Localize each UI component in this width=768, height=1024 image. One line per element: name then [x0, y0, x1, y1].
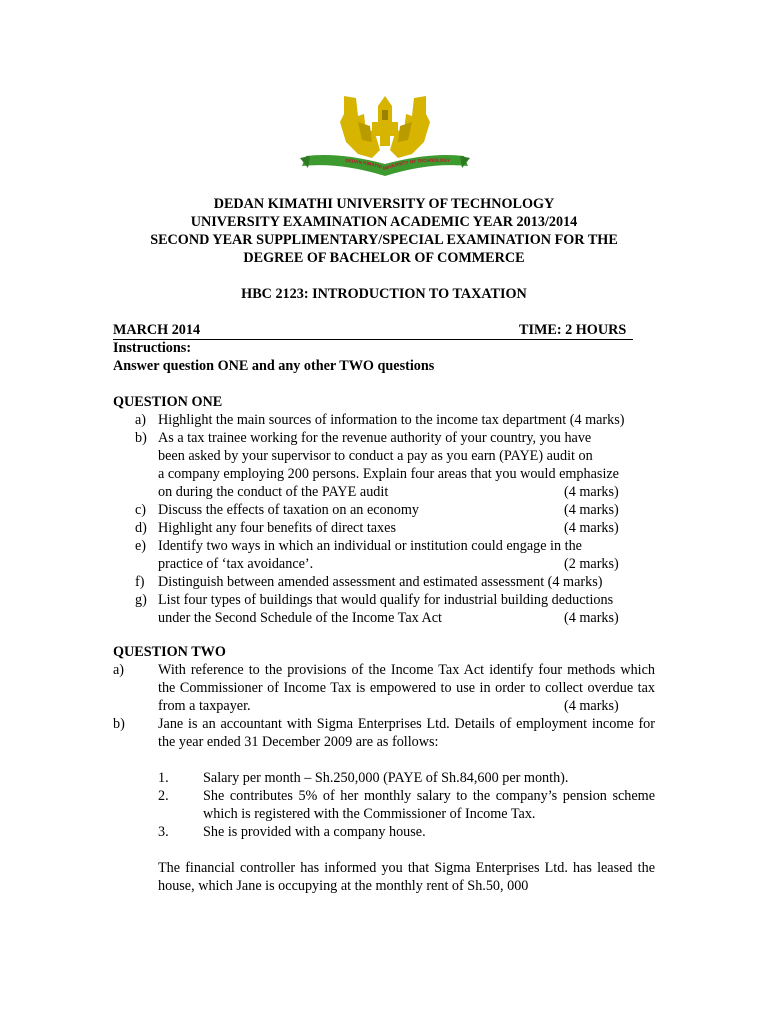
q2-item-2-num: 2.	[158, 788, 169, 804]
instructions-label: Instructions:	[113, 340, 192, 356]
q2-closing-text: The financial controller has informed you that Sigma Enterprises Ltd. has leased the house, which Jane is occupying at the monthly rent of Sh.50, 000	[158, 860, 655, 894]
q2-a-label: a)	[113, 662, 125, 678]
exam-type: SECOND YEAR SUPPLIMENTARY/SPECIAL EXAMINATION FOR THE	[150, 232, 618, 248]
question-two-title: QUESTION TWO	[113, 644, 226, 660]
q1-c-text: Discuss the effects of taxation on an economy	[158, 502, 419, 518]
q2-item-3-num: 3.	[158, 824, 169, 840]
q1-b-line1: As a tax trainee working for the revenue authority of your country, you have	[158, 430, 592, 446]
q2-b-label: b)	[113, 716, 125, 732]
course-title: HBC 2123: INTRODUCTION TO TAXATION	[241, 286, 527, 302]
q1-c-label: c)	[135, 502, 147, 518]
emblem-icon	[340, 96, 430, 158]
q1-e-line2: practice of ‘tax avoidance’.	[158, 556, 314, 572]
q1-b-line3: a company employing 200 persons. Explain four areas that you would emphasize	[158, 466, 619, 482]
university-logo	[300, 92, 470, 184]
degree-name: DEGREE OF BACHELOR OF COMMERCE	[243, 250, 525, 266]
exam-duration: TIME: 2 HOURS	[519, 322, 627, 338]
q2-item-3-text: She is provided with a company house.	[203, 824, 426, 840]
q1-b-line4: on during the conduct of the PAYE audit	[158, 484, 389, 500]
q1-b-marks: (4 marks)	[564, 484, 619, 500]
exam-date: MARCH 2014	[113, 322, 201, 338]
q2-a-text: With reference to the provisions of the Income Tax Act identify four methods which the Commissioner of Income Tax is empowered to use in order to collect overdue tax from a taxpayer.	[158, 662, 655, 714]
q1-g-line2: under the Second Schedule of the Income Tax Act	[158, 610, 442, 626]
q1-e-label: e)	[135, 538, 147, 554]
q1-b-line2: been asked by your supervisor to conduct a pay as you earn (PAYE) audit on	[158, 448, 593, 464]
q1-d-text: Highlight any four benefits of direct taxes	[158, 520, 396, 536]
q1-g-line1: List four types of buildings that would qualify for industrial building deductions	[158, 592, 614, 608]
institution-name: DEDAN KIMATHI UNIVERSITY OF TECHNOLOGY	[213, 196, 555, 212]
q1-c-marks: (4 marks)	[564, 502, 619, 518]
q1-e-line1: Identify two ways in which an individual or institution could engage in the	[158, 538, 582, 554]
q1-d-label: d)	[135, 520, 147, 536]
q1-f-text: Distinguish between amended assessment and estimated assessment (4 marks)	[158, 574, 603, 590]
exam-year: UNIVERSITY EXAMINATION ACADEMIC YEAR 2013/2014	[190, 214, 578, 230]
q1-e-marks: (2 marks)	[564, 556, 619, 572]
q2-a-marks: (4 marks)	[564, 698, 619, 714]
q2-item-2-text: She contributes 5% of her monthly salary to the company’s pension scheme which is registered with the Commissioner of Income Tax.	[203, 788, 655, 822]
banner-text: DEDAN KIMATHI UNIVERSITY OF TECHNOLOGY	[345, 157, 451, 172]
q1-g-label: g)	[135, 592, 147, 608]
instructions-text: Answer question ONE and any other TWO questions	[113, 358, 435, 374]
question-one-title: QUESTION ONE	[113, 394, 223, 410]
q1-a-label: a)	[135, 412, 147, 428]
q1-g-marks: (4 marks)	[564, 610, 619, 626]
q1-a-text: Highlight the main sources of information to the income tax department (4 marks)	[158, 412, 625, 428]
q1-d-marks: (4 marks)	[564, 520, 619, 536]
q1-f-label: f)	[135, 574, 145, 590]
q2-item-1-num: 1.	[158, 770, 169, 786]
q1-b-label: b)	[135, 430, 147, 446]
q2-item-1-text: Salary per month – Sh.250,000 (PAYE of Sh.84,600 per month).	[203, 770, 569, 786]
q2-b-text: Jane is an accountant with Sigma Enterprises Ltd. Details of employment income for the year ended 31 December 2009 are as follows:	[158, 716, 655, 750]
